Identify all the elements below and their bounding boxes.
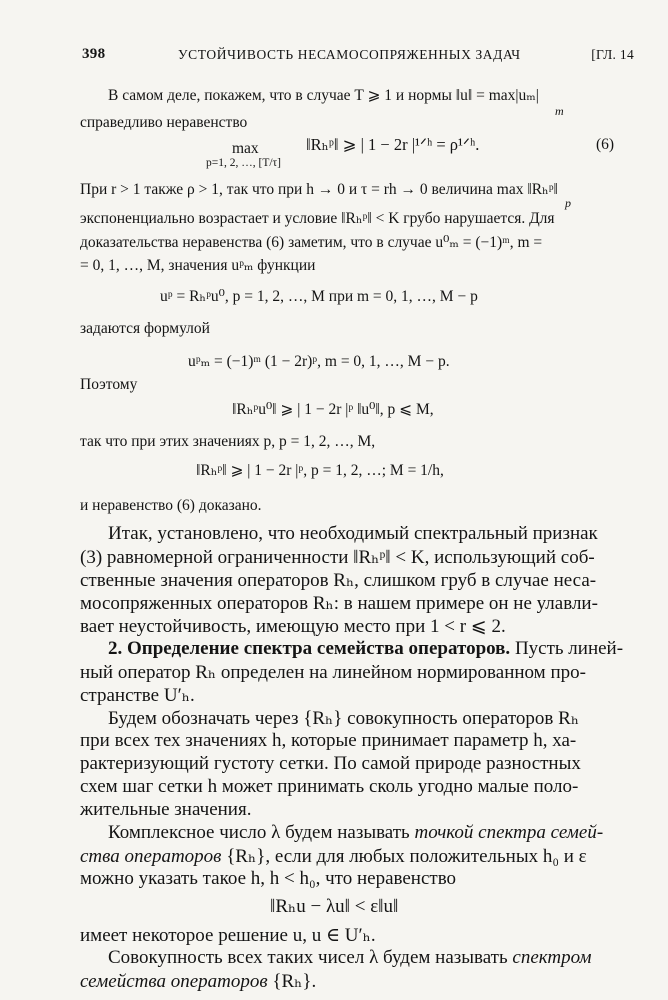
equation: ‖Rₕu − λu‖ < ε‖u‖	[270, 896, 399, 917]
heading-continuation: Пусть линей-	[514, 638, 624, 659]
text-line: доказательства неравенства (6) заметим, что в случае u⁰ₘ = (−1)ᵐ, m =	[80, 234, 543, 251]
text-span: {Rₕ}, если для любых положительных h₀ и ε	[221, 846, 587, 867]
text-line: при всех тех значениях h, которые принимает параметр h, ха-	[80, 730, 577, 751]
definition-line	[80, 970, 316, 993]
text-line: Итак, установлено, что необходимый спектральный признак	[108, 523, 598, 544]
text-line: вает неустойчивость, имеющую место при 1 < r ⩽ 2.	[80, 616, 506, 637]
text-span: Комплексное число λ будем называть	[108, 822, 415, 843]
text-line: жительные значения.	[80, 799, 252, 820]
text-span: {Rₕ}.	[267, 971, 317, 992]
equation-number: (6)	[596, 136, 615, 153]
text-line: = 0, 1, …, M, значения uᵖₘ функции	[80, 257, 316, 274]
text-span: Совокупность всех таких чисел λ будем называть	[108, 947, 513, 968]
text-line: В самом деле, покажем, что в случае T ⩾ 1 и нормы ‖u‖ = max|uₘ|	[108, 87, 539, 104]
text-line: При r > 1 также ρ > 1, так что при h → 0 и τ = rh → 0 величина max ‖Rₕᵖ‖	[80, 181, 558, 198]
term-spectrum: спектром	[512, 947, 592, 968]
subscript: m	[555, 104, 564, 118]
text-line: задаются формулой	[80, 320, 210, 337]
term-point-of-spectrum: точкой спектра семей-	[414, 822, 604, 843]
page-number: 398	[82, 46, 106, 62]
text-line: Поэтому	[80, 376, 138, 393]
definition-line	[80, 845, 587, 868]
equation: ‖Rₕᵖ‖ ⩾ | 1 − 2r |ᵖ, p = 1, 2, …; M = 1/h,	[196, 462, 444, 479]
text-line: Будем обозначать через {Rₕ} совокупность операторов Rₕ	[108, 708, 580, 729]
running-header	[82, 46, 634, 68]
term-family-of-operators: ства операторов	[80, 846, 222, 867]
text-line: экспоненциально возрастает и условие ‖Rₕᵖ‖ < K грубо нарушается. Для	[80, 210, 555, 227]
text-line: странстве U′ₕ.	[80, 685, 195, 706]
text-line: имеет некоторое решение u, u ∈ U′ₕ.	[80, 925, 376, 946]
text-line: так что при этих значениях p, p = 1, 2, …, M,	[80, 433, 376, 450]
text-line: и неравенство (6) доказано.	[80, 497, 262, 514]
text-line: (3) равномерной ограниченности ‖Rₕᵖ‖ < K, использующий соб-	[80, 547, 595, 568]
equation: ‖Rₕᵖu⁰‖ ⩾ | 1 − 2r |ᵖ ‖u⁰‖, p ⩽ M,	[232, 401, 434, 418]
text-line: рактеризующий густоту сетки. По самой природе разностных	[80, 753, 581, 774]
text-line: схем шаг сетки h может принимать сколь угодно малые поло-	[80, 776, 579, 797]
definition-line	[108, 947, 592, 969]
text-line: ственные значения операторов Rₕ, слишком груб в случае неса-	[80, 570, 597, 591]
subscript: p	[565, 196, 571, 210]
equation-6: ‖Rₕᵖ‖ ⩾ | 1 − 2r |¹ᐟʰ = ρ¹ᐟʰ.	[306, 135, 480, 154]
definition-line	[108, 822, 603, 844]
text-line: ный оператор Rₕ определен на линейном нормированном про-	[80, 662, 586, 683]
term-family-of-operators: семейства операторов	[80, 971, 268, 992]
equation: uᵖ = Rₕᵖu⁰, p = 1, 2, …, M при m = 0, 1, …, M − p	[160, 288, 478, 305]
max-operator: max	[232, 140, 259, 157]
section-heading-line	[108, 638, 623, 660]
max-range: p=1, 2, …, [T/τ]	[206, 157, 281, 169]
running-title: УСТОЙЧИВОСТЬ НЕСАМОСОПРЯЖЕННЫХ ЗАДАЧ	[178, 47, 521, 62]
equation: uᵖₘ = (−1)ᵐ (1 − 2r)ᵖ, m = 0, 1, …, M − p.	[188, 353, 450, 370]
text-line: можно указать такое h, h < h₀, что неравенство	[80, 868, 457, 889]
text-line: справедливо неравенство	[80, 114, 248, 131]
section-heading: 2. Определение спектра семейства операторов.	[108, 638, 511, 659]
chapter-label: [ГЛ. 14	[591, 47, 634, 62]
text-line: мосопряженных операторов Rₕ: в нашем примере он не улавли-	[80, 593, 598, 614]
